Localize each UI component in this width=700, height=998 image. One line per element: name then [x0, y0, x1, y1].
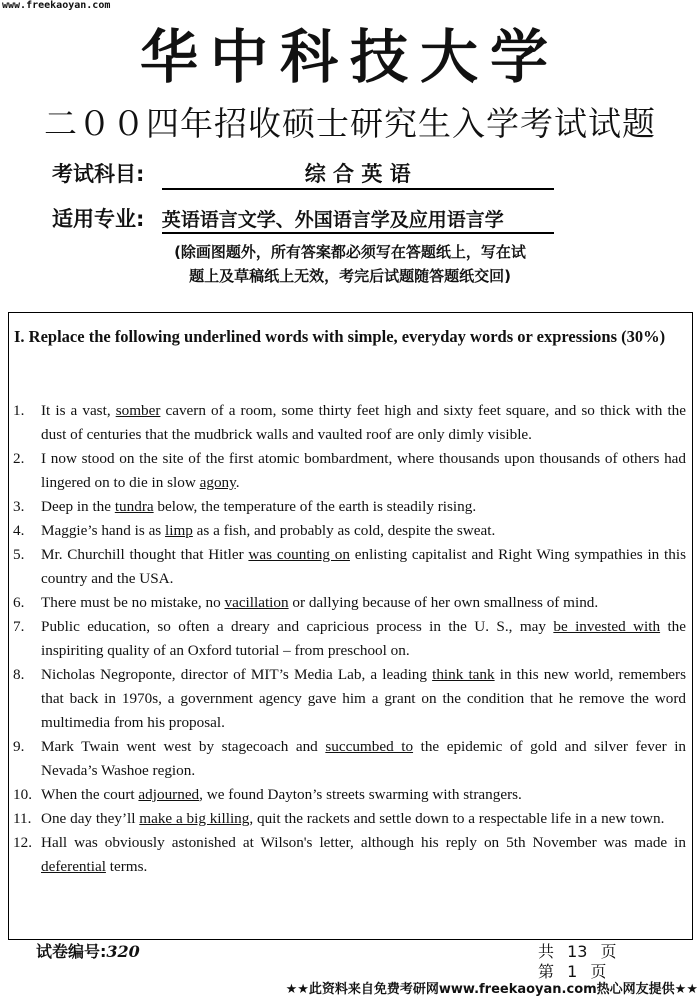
major-row	[52, 203, 554, 234]
question-text	[41, 543, 686, 591]
text-before: There must be no mistake, no	[41, 594, 225, 611]
paper-code-label: 试卷编号:	[36, 942, 107, 961]
question-item	[13, 807, 686, 831]
text-before: Deep in the	[41, 498, 115, 515]
underlined-word: was counting on	[248, 546, 350, 563]
site-url: www.freekaoyan.com	[2, 0, 111, 11]
text-before: I now stood on the site of the first atomic bombardment, where thousands upon thousands of others had lingered on to die in slow	[41, 450, 686, 491]
question-item	[13, 495, 686, 519]
paper-code	[36, 942, 140, 961]
text-before: Mr. Churchill thought that Hitler	[41, 546, 249, 563]
question-text	[41, 495, 686, 519]
text-after: or dallying because of her own smallness of mind.	[288, 594, 599, 611]
text-after: cavern of a room, some thirty feet high and sixty feet square, and so thick with the dust of centuries that the mudbrick walls and vaulted roof are only dimly visible.	[41, 402, 686, 443]
university-name: 华中科技大学	[139, 23, 560, 91]
question-text	[41, 591, 686, 615]
text-after: as a fish, and probably as cold, despite the sweat.	[192, 522, 496, 539]
text-after: , quit the rackets and settle down to a respectable life in a new town.	[249, 810, 665, 827]
text-before: One day they’ll	[41, 810, 140, 827]
question-text	[41, 735, 686, 783]
underlined-word: be invested with	[553, 618, 661, 635]
instruction-line-1: (除画图题外，所有答案都必须写在答题纸上，写在试	[174, 243, 526, 261]
question-item	[13, 543, 686, 591]
question-list	[13, 399, 686, 879]
paper-code-value: 320	[106, 942, 140, 961]
question-item	[13, 591, 686, 615]
question-item	[13, 831, 686, 879]
text-before: When the court	[41, 786, 139, 803]
subject-value: 综 合 英 语	[162, 158, 554, 190]
question-text	[41, 615, 686, 663]
section-title: I. Replace the following underlined words with simple, everyday words or expressions (30%)	[14, 327, 666, 346]
underlined-word: deferential	[41, 858, 106, 875]
question-number: 9.	[13, 738, 25, 755]
question-number: 7.	[13, 618, 25, 635]
question-text	[41, 831, 686, 879]
question-text	[41, 399, 686, 447]
instruction-line-2: 题上及草稿纸上无效，考完后试题随答题纸交回)	[189, 267, 511, 285]
underlined-word: adjourned	[138, 786, 200, 803]
question-number: 2.	[13, 450, 25, 467]
text-after: .	[235, 474, 240, 491]
text-after: terms.	[105, 858, 148, 875]
text-before: Maggie’s hand is as	[41, 522, 166, 539]
question-number: 10.	[13, 786, 32, 803]
question-item	[13, 663, 686, 735]
question-number: 1.	[13, 402, 25, 419]
question-item	[13, 783, 686, 807]
underlined-word: think tank	[432, 666, 495, 683]
text-after: in this new world, remembers that back in 1970s, a government agency gave him a grant on the condition that he remove the word multimedia from his proposal.	[41, 666, 686, 731]
question-item	[13, 399, 686, 447]
underlined-word: make a big killing	[139, 810, 250, 827]
underlined-word: agony	[199, 474, 236, 491]
question-number: 12.	[13, 834, 32, 851]
underlined-word: vacillation	[224, 594, 289, 611]
question-number: 3.	[13, 498, 25, 515]
question-box	[8, 312, 693, 940]
total-pages: 共 13 页	[538, 942, 617, 961]
question-text	[41, 807, 686, 831]
question-text	[41, 447, 686, 495]
text-after: below, the temperature of the earth is steadily rising.	[153, 498, 477, 515]
text-after: , we found Dayton’s streets swarming with strangers.	[199, 786, 522, 803]
question-number: 5.	[13, 546, 25, 563]
question-item	[13, 735, 686, 783]
text-before: It is a vast,	[41, 402, 116, 419]
question-item	[13, 615, 686, 663]
text-after: enlisting capitalist and Right Wing sympathies in this country and the USA.	[41, 546, 686, 587]
question-number: 4.	[13, 522, 25, 539]
question-number: 11.	[13, 810, 32, 827]
question-item	[13, 519, 686, 543]
text-after: the epidemic of gold and silver fever in Nevada’s Washoe region.	[41, 738, 687, 779]
text-before: Public education, so often a dreary and capricious process in the U. S., may	[41, 618, 554, 635]
exam-title: 二００四年招收硕士研究生入学考试试题	[44, 107, 656, 143]
source-banner: ★★此资料来自免费考研网www.freekaoyan.com热心网友提供★★	[285, 982, 698, 997]
question-text	[41, 519, 686, 543]
underlined-word: limp	[165, 522, 193, 539]
question-text	[41, 663, 686, 735]
underlined-word: tundra	[114, 498, 154, 515]
subject-row	[52, 158, 554, 190]
current-page: 第 1 页	[538, 962, 607, 981]
subject-label: 考试科目:	[52, 162, 145, 186]
text-before: Nicholas Negroponte, director of MIT’s Media Lab, a leading	[41, 666, 433, 683]
question-number: 6.	[13, 594, 25, 611]
underlined-word: somber	[115, 402, 161, 419]
major-value: 英语语言文学、外国语言学及应用语言学	[162, 205, 554, 234]
text-before: Hall was obviously astonished at Wilson's letter, although his reply on 5th November was made in	[41, 834, 686, 851]
question-text	[41, 783, 686, 807]
text-after: the inspiriting quality of an Oxford tutorial – from preschool on.	[41, 618, 686, 659]
question-number: 8.	[13, 666, 25, 683]
major-label: 适用专业:	[52, 207, 145, 231]
text-before: Mark Twain went west by stagecoach and	[41, 738, 326, 755]
underlined-word: succumbed to	[325, 738, 414, 755]
question-item	[13, 447, 686, 495]
